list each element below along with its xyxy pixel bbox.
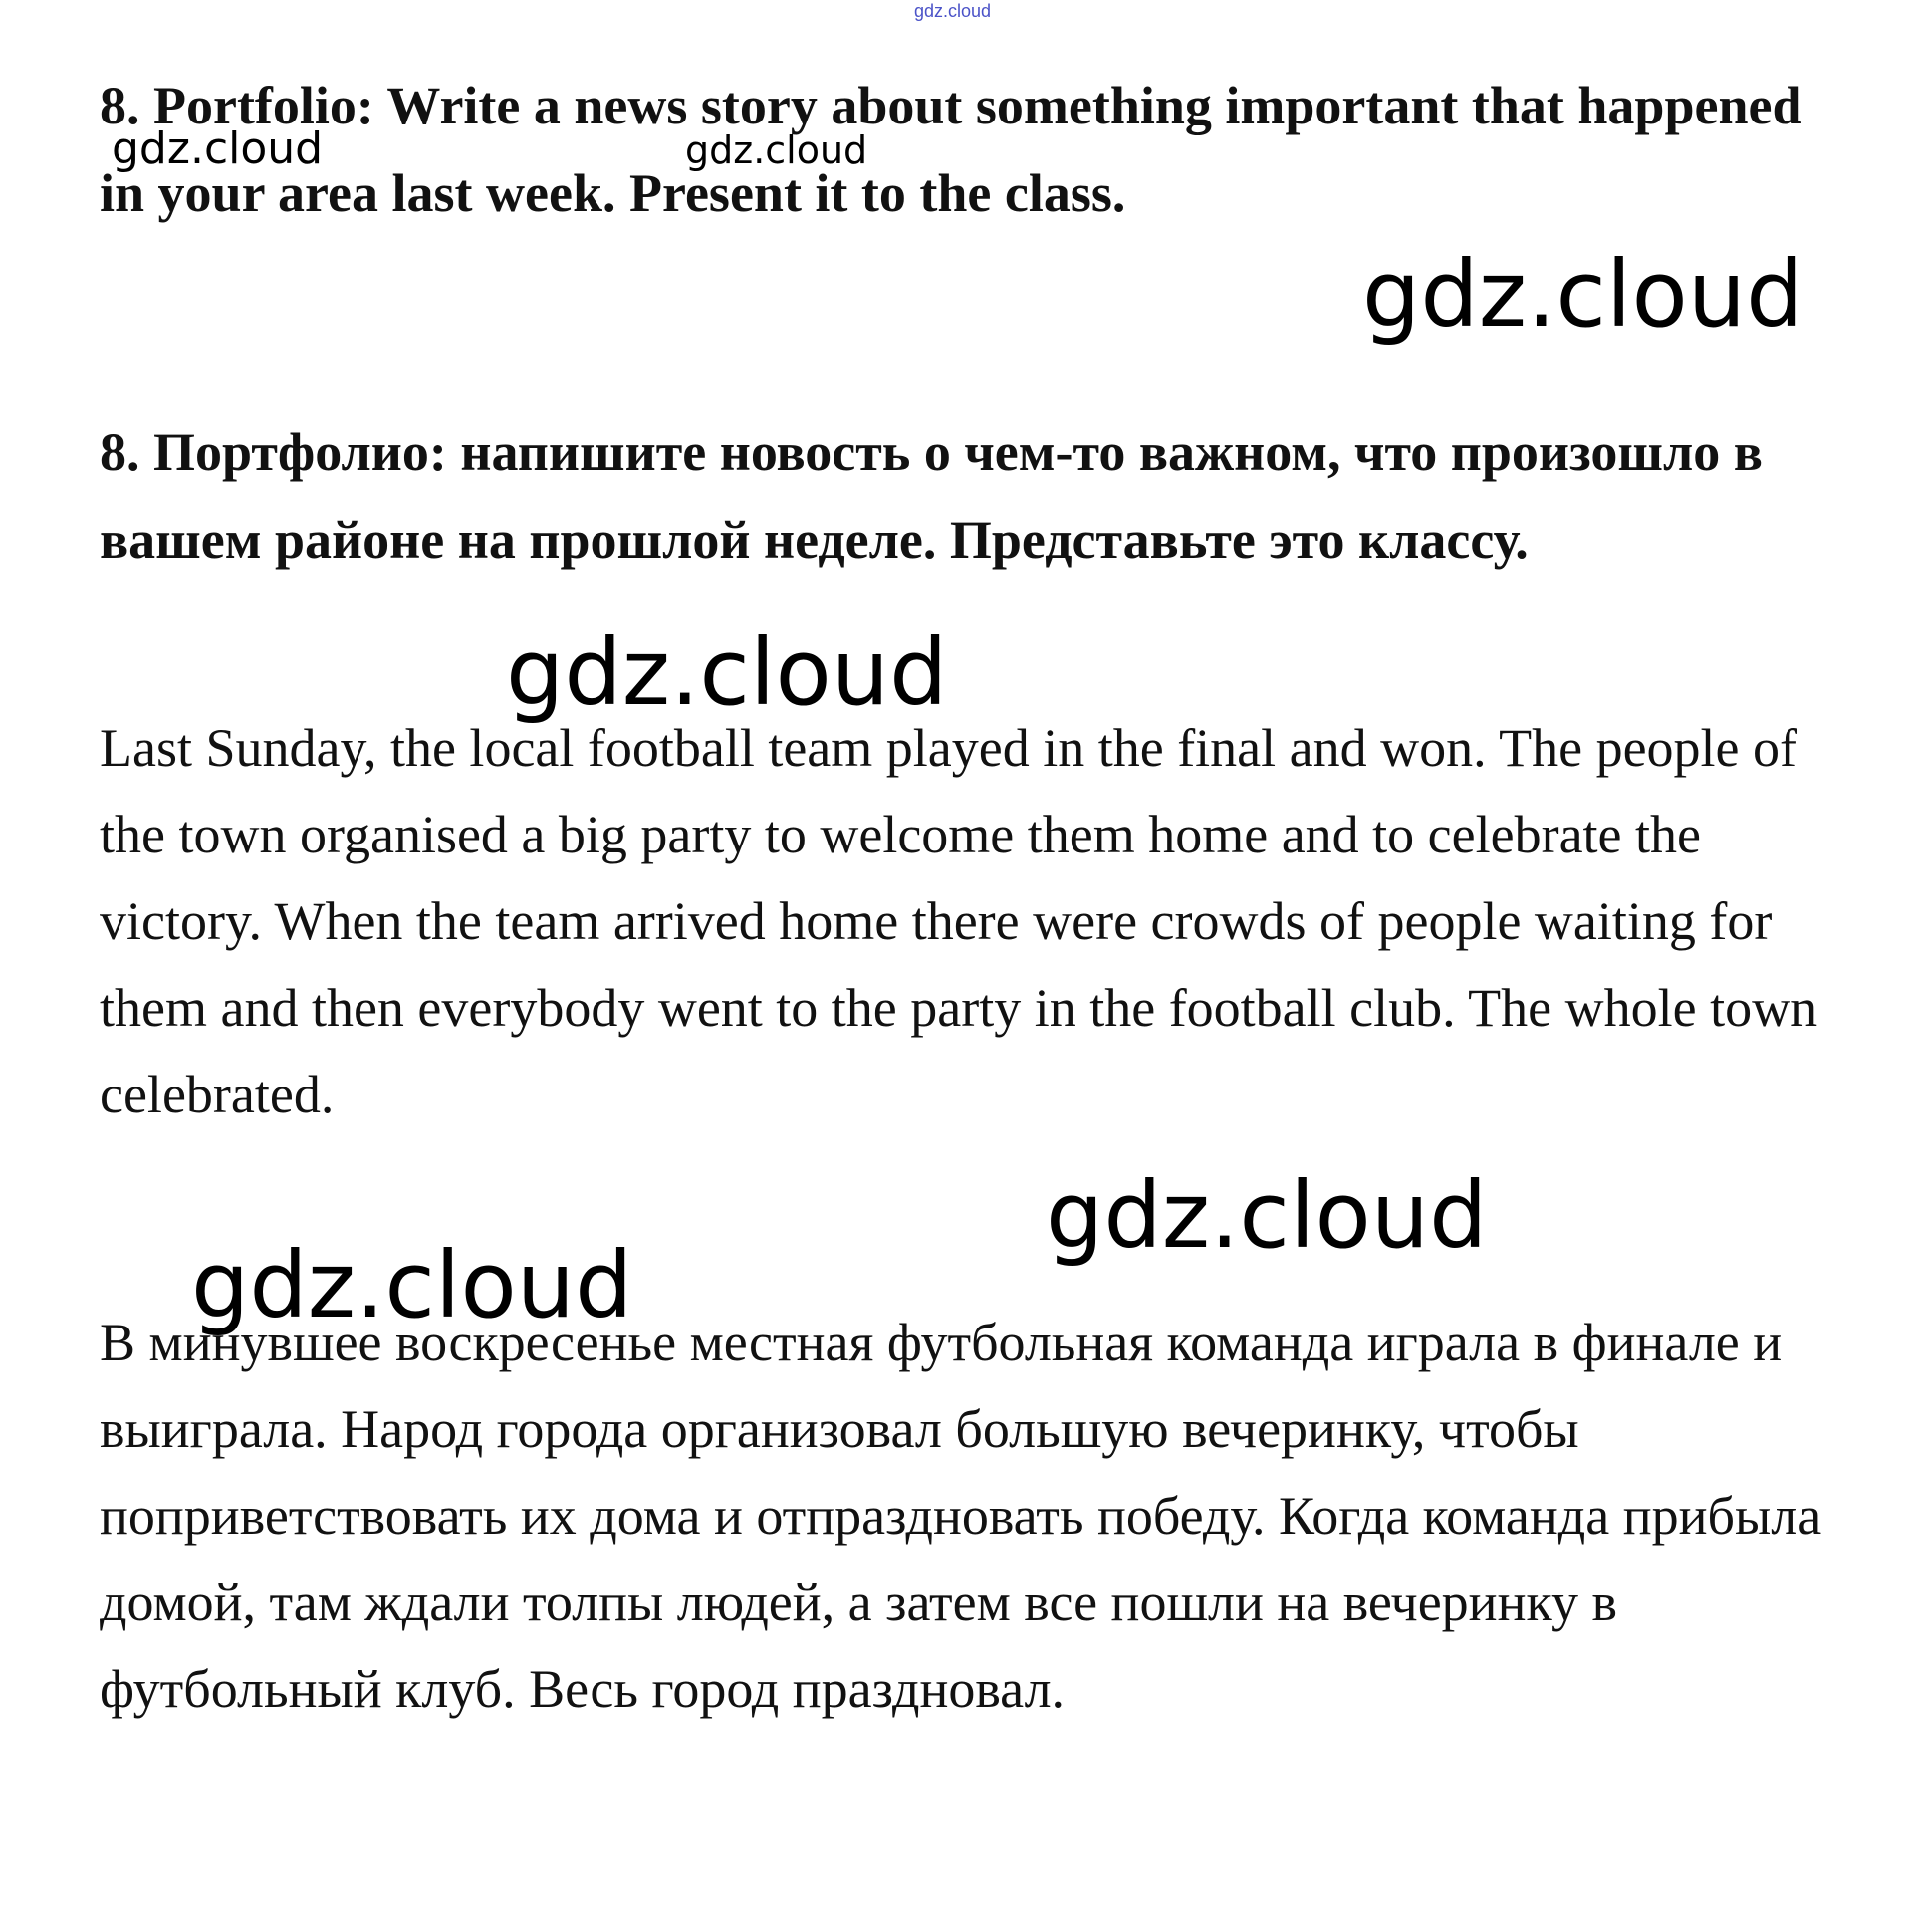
answer-paragraph-ru: В минувшее воскресенье местная футбольная команда играла в финале и выиграла. Народ города организовал большую вечеринку, чтобы поприветствовать их дома и отпраздновать победу. Когда команда прибыла домой, там ждали толпы людей, а затем все пошли на вечеринку в футбольный клуб. Весь город праздновал. [100, 1313, 1822, 1719]
task-heading-en: 8. Portfolio: Write a news story about something important that happened in your area last week. Present it to the class. [100, 76, 1802, 223]
task-heading-ru: 8. Портфолио: напишите новость о чем-то важном, что произошло в вашем районе на прошлой неделе. Представьте это классу. [100, 422, 1763, 570]
answer-paragraph-en: Last Sunday, the local football team played in the final and won. The people of the town organised a big party to welcome them home and to celebrate the victory. When the team arrived home there were crowds of people waiting for them and then everybody went to the party in the football club. The whole town celebrated. [100, 718, 1818, 1124]
watermark-small-1: gdz.cloud [112, 123, 324, 174]
watermark-top: gdz.cloud [914, 1, 992, 21]
watermark-large-4: gdz.cloud [191, 1232, 633, 1338]
watermark-small-2: gdz.cloud [685, 128, 868, 172]
watermark-large-1: gdz.cloud [1362, 241, 1804, 348]
watermark-large-2: gdz.cloud [506, 619, 948, 726]
watermark-large-3: gdz.cloud [1046, 1162, 1488, 1269]
